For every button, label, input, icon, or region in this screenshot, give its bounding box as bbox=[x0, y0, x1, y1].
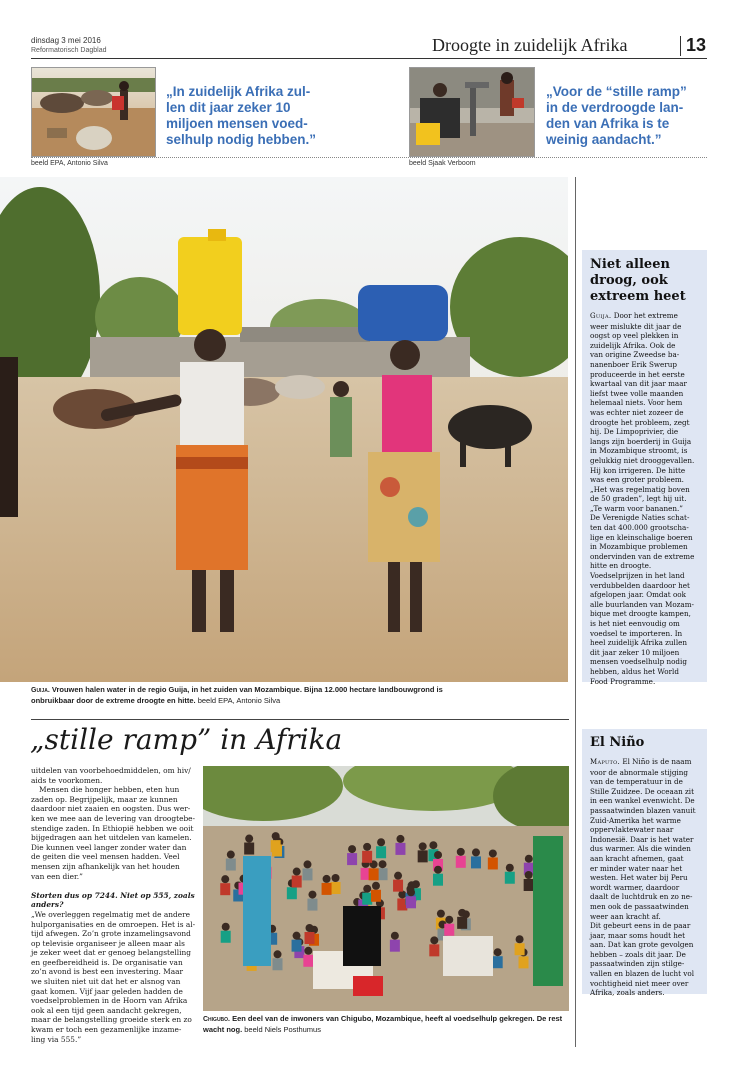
sidebar-line: droogte het probleem, zegt bbox=[590, 417, 690, 427]
sidebar-dateline: Maputo. bbox=[590, 758, 621, 766]
sidebar-line: gelukkig niet drooggevallen. bbox=[590, 455, 695, 465]
sidebar-line: Stille Zuidzee. De oceaan zit bbox=[590, 786, 694, 796]
sidebar-line: alle buurlanden van Mozam- bbox=[590, 599, 694, 609]
sidebar-line: er minder water naar het bbox=[590, 863, 683, 873]
article-line: ook al een tijd geen aandacht gekregen, bbox=[31, 1005, 182, 1015]
sidebar-line: afgelopen jaar. Omdat ook bbox=[590, 590, 686, 600]
sidebar-line: bique met droogte kampen, bbox=[590, 609, 691, 619]
teaser-divider bbox=[31, 157, 707, 158]
article-body-column bbox=[31, 766, 196, 1044]
article-line: voedselproblemen in de Hoorn van Afrika bbox=[31, 996, 188, 1006]
article-line: zo’n avond is best een investering. Maar bbox=[31, 967, 184, 977]
sidebar-line: De Verenigde Naties schat- bbox=[590, 513, 690, 523]
main-photo-credit: beeld EPA, Antonio Silva bbox=[197, 696, 281, 705]
sidebar-line: hij. De Limpoprivier, die bbox=[590, 427, 679, 437]
article-line: en geefbereidheid is. De organisatie van bbox=[31, 957, 183, 967]
main-photo-caption: Guija. Vrouwen halen water in de regio Guija, in het zuiden van Mozambique. Bijna 12.000 hectare landbouwgrond is onbruikbaar door de extreme droogte en hitte. beeld EPA, Antonio Silva bbox=[31, 685, 443, 705]
sidebar-line: aan. Dat kan grote gevolgen bbox=[590, 940, 694, 950]
teaser-quote-1: „In zuidelijk Afrika zul- len dit jaar zeker 10 miljoen mensen voed- selhulp nodig hebben.” bbox=[166, 84, 316, 147]
sidebar-line: heel zuidelijk Afrika zullen bbox=[590, 638, 688, 648]
sidebar-line: men ook de passaatwinden bbox=[590, 901, 689, 911]
sidebar-line: was een groter probleem. bbox=[590, 475, 684, 485]
sidebar-el-nino-title: El Niño bbox=[590, 735, 645, 750]
article-line: ling via 555.” bbox=[31, 1034, 82, 1044]
sidebar-line: de 50 graden”, legt hij uit. bbox=[590, 494, 687, 504]
sidebar-dateline: Guija. bbox=[590, 312, 612, 320]
sidebar-line: jaar, maar soms houdt het bbox=[590, 930, 686, 940]
header-separator bbox=[680, 36, 681, 56]
sidebar-line: Guija. Door het extreme bbox=[590, 311, 678, 320]
header-rule bbox=[31, 58, 707, 59]
sidebar-line: liefst twee volle maanden bbox=[590, 388, 684, 398]
teaser-credit-2: beeld Sjaak Verboom bbox=[409, 160, 476, 167]
sidebar-line: Afrika, zoals anders. bbox=[590, 988, 665, 998]
article-line: kwam er toch een gezamenlijke inzame- bbox=[31, 1025, 182, 1035]
article-line: aids te voorkomen. bbox=[31, 775, 103, 785]
sidebar-line: lige en kleinschalige boeren bbox=[590, 532, 693, 542]
sidebar-line: nanenboer Erik Swerup bbox=[590, 359, 677, 369]
sidebar-line: dit jaar zeker 10 miljoen bbox=[590, 647, 680, 657]
article-line: van een dier.” bbox=[31, 871, 83, 881]
sidebar-line: daalt de luchtdruk en zo ne- bbox=[590, 892, 693, 902]
sidebar-line: mensen voedselhulp nodig bbox=[590, 657, 687, 667]
article-line bbox=[31, 881, 196, 891]
sidebar-line: weer mislukte dit jaar de bbox=[590, 321, 682, 331]
sidebar-line: in een wankel evenwicht. De bbox=[590, 796, 695, 806]
sidebar-line: dus warmer. Als die winden bbox=[590, 844, 691, 854]
sidebar-line: kwartaal van dit jaar maar bbox=[590, 379, 687, 389]
sidebar-line: voor de abnormale stijging bbox=[590, 767, 689, 777]
article-line: hulporganisaties en de omroepen. Het is al- bbox=[31, 919, 196, 929]
sidebar-line: zuidelijk Afrika. Ook de bbox=[590, 340, 676, 350]
section-title: Droogte in zuidelijk Afrika bbox=[432, 35, 628, 55]
article-line: maar de belangstelling groeide sterk en zo bbox=[31, 1015, 192, 1025]
teaser-quote-2: „Voor de “stille ramp” in de verdroogde lan- den van Afrika is te weinig aandacht.” bbox=[546, 84, 687, 147]
header-date: dinsdag 3 mei 2016 bbox=[31, 36, 101, 45]
sidebar-line: aan kracht afnemen, gaat bbox=[590, 853, 684, 863]
article-line: „We overleggen regelmatig met de andere bbox=[31, 909, 191, 919]
sidebar-el-nino-body bbox=[590, 757, 699, 998]
sidebar-heat-title: Niet alleen droog, ook extreem heet bbox=[590, 257, 686, 304]
article-headline: „stille ramp” in Afrika bbox=[30, 723, 343, 756]
sidebar-line: ondervinden van de extreme bbox=[590, 551, 695, 561]
teaser-credit-1: beeld EPA, Antonio Silva bbox=[31, 160, 108, 167]
sidebar-line: „Het was regelmatig boven bbox=[590, 484, 690, 494]
sidebar-heat bbox=[582, 250, 707, 686]
sidebar-line: helemaal niets. Voor hem bbox=[590, 398, 683, 408]
sidebar-line: in Mozambique stroomt, is bbox=[590, 446, 688, 456]
photo2-caption: Chigubo. Een deel van de inwoners van Chigubo, Mozambique, heeft al voedselhulp gekregen. De rest wacht nog. beeld Niels Posthumus bbox=[203, 1014, 563, 1034]
sidebar-line: vallen en blazen de lucht vol bbox=[590, 969, 694, 979]
sidebar-line: in Mozambique problemen bbox=[590, 542, 688, 552]
article-line: ken we mee aan de levering van droogtebe- bbox=[31, 813, 196, 823]
sidebar-line: oppervlaktewater naar bbox=[590, 825, 674, 835]
sidebar-heat-body bbox=[590, 311, 699, 686]
article-line: uitdelen van voorbehoedmiddelen, om hiv/ bbox=[31, 766, 191, 775]
article-line: mensen zijn afhankelijk van het houden bbox=[31, 861, 180, 871]
headline-rule bbox=[31, 719, 569, 720]
sidebar-line: Hij kon irrigeren. De hitte bbox=[590, 465, 686, 475]
sidebar-line: wordt warmer, daardoor bbox=[590, 882, 680, 892]
sidebar-line: langs zijn boerderij in Guija bbox=[590, 436, 692, 446]
teaser-photo-cattle bbox=[31, 67, 156, 157]
article-line: Storten dus op 7244. Niet op 555, zoals bbox=[31, 890, 195, 900]
article-line: Die kunnen veel langer zonder water dan bbox=[31, 842, 187, 852]
article-line: de geiten die veel mensen hadden. Veel bbox=[31, 852, 180, 862]
sidebar-line: Food Programme. bbox=[590, 676, 656, 686]
sidebar-line: „Te warm voor bananen.” bbox=[590, 503, 683, 513]
main-photo-women-carrying-water bbox=[0, 177, 568, 682]
article-line: we sluiten niet uit dat het er alsnog van bbox=[31, 977, 181, 987]
sidebar-line: ten dat 400.000 grootscha- bbox=[590, 523, 689, 533]
article-line: je zeker weet dat er genoeg belangstelling bbox=[31, 948, 191, 958]
sidebar-line: hebben – zoals dit jaar. De bbox=[590, 949, 686, 959]
article-line: tijd afwegen. Zo’n grote inzamelingsavond bbox=[31, 929, 191, 939]
sidebar-line: passaatwinden zijn stilge- bbox=[590, 959, 685, 969]
sidebar-line: passaatwinden blazen vanuit bbox=[590, 805, 696, 815]
sidebar-line: weer aan kracht af. bbox=[590, 911, 661, 921]
sidebar-line: vochtigheid niet meer over bbox=[590, 978, 689, 988]
sidebar-line: Zuid-Amerika het warme bbox=[590, 815, 681, 825]
sidebar-line: Maputo. El Niño is de naam bbox=[590, 757, 692, 766]
sidebar-line: voedsel te importeren. In bbox=[590, 628, 683, 638]
article-line: stendige zaden. In Ethiopië hebben we ooit bbox=[31, 823, 194, 833]
photo-crowd-chigubo bbox=[203, 766, 569, 1011]
sidebar-line: hitte en droogte. bbox=[590, 561, 652, 571]
sidebar-line: is het niet eenvoudig om bbox=[590, 619, 680, 628]
article-line: Mensen die honger hebben, eten hun bbox=[39, 785, 180, 795]
article-line: gaat komen. Vijf jaar geleden hadden de bbox=[31, 986, 183, 996]
sidebar-line: hebben, aldus het World bbox=[590, 666, 679, 676]
sidebar-line: van origine Zweedse ba- bbox=[590, 350, 680, 360]
sidebar-line: Voedselprijzen in het land bbox=[590, 571, 685, 581]
sidebar-line: produceerde in het eerste bbox=[590, 369, 685, 379]
sidebar-line: Indonesië. Daar is het water bbox=[590, 834, 694, 844]
article-line: op televisie organiseer je alleen maar als bbox=[31, 938, 185, 948]
sidebar-line: verdubbelden daardoor het bbox=[590, 580, 690, 590]
sidebar-line: oogst op veel plekken in bbox=[590, 331, 679, 341]
article-line: anders? bbox=[31, 900, 64, 910]
sidebar-line: was echter niet zozeer de bbox=[590, 407, 684, 417]
sidebar-el-nino bbox=[582, 729, 707, 998]
column-rule bbox=[575, 177, 576, 1047]
photo2-credit: beeld Niels Posthumus bbox=[244, 1025, 321, 1034]
article-line: zaden op. Begrijpelijk, maar ze kunnen bbox=[31, 794, 178, 804]
article-line: daardoor niet zaaien en oogsten. Dus wer- bbox=[31, 804, 191, 814]
page-number: 13 bbox=[686, 35, 707, 55]
sidebar-line: westen. Het water bij Peru bbox=[590, 873, 688, 883]
teaser-photo-water-pump bbox=[409, 67, 535, 157]
header-paper-name: Reformatorisch Dagblad bbox=[31, 47, 107, 54]
sidebar-line: van de temperatuur in de bbox=[590, 777, 683, 787]
sidebar-line: Dit gebeurt eens in de paar bbox=[590, 921, 691, 931]
article-line: bijgedragen aan het uitdelen van kamelen. bbox=[31, 833, 192, 843]
